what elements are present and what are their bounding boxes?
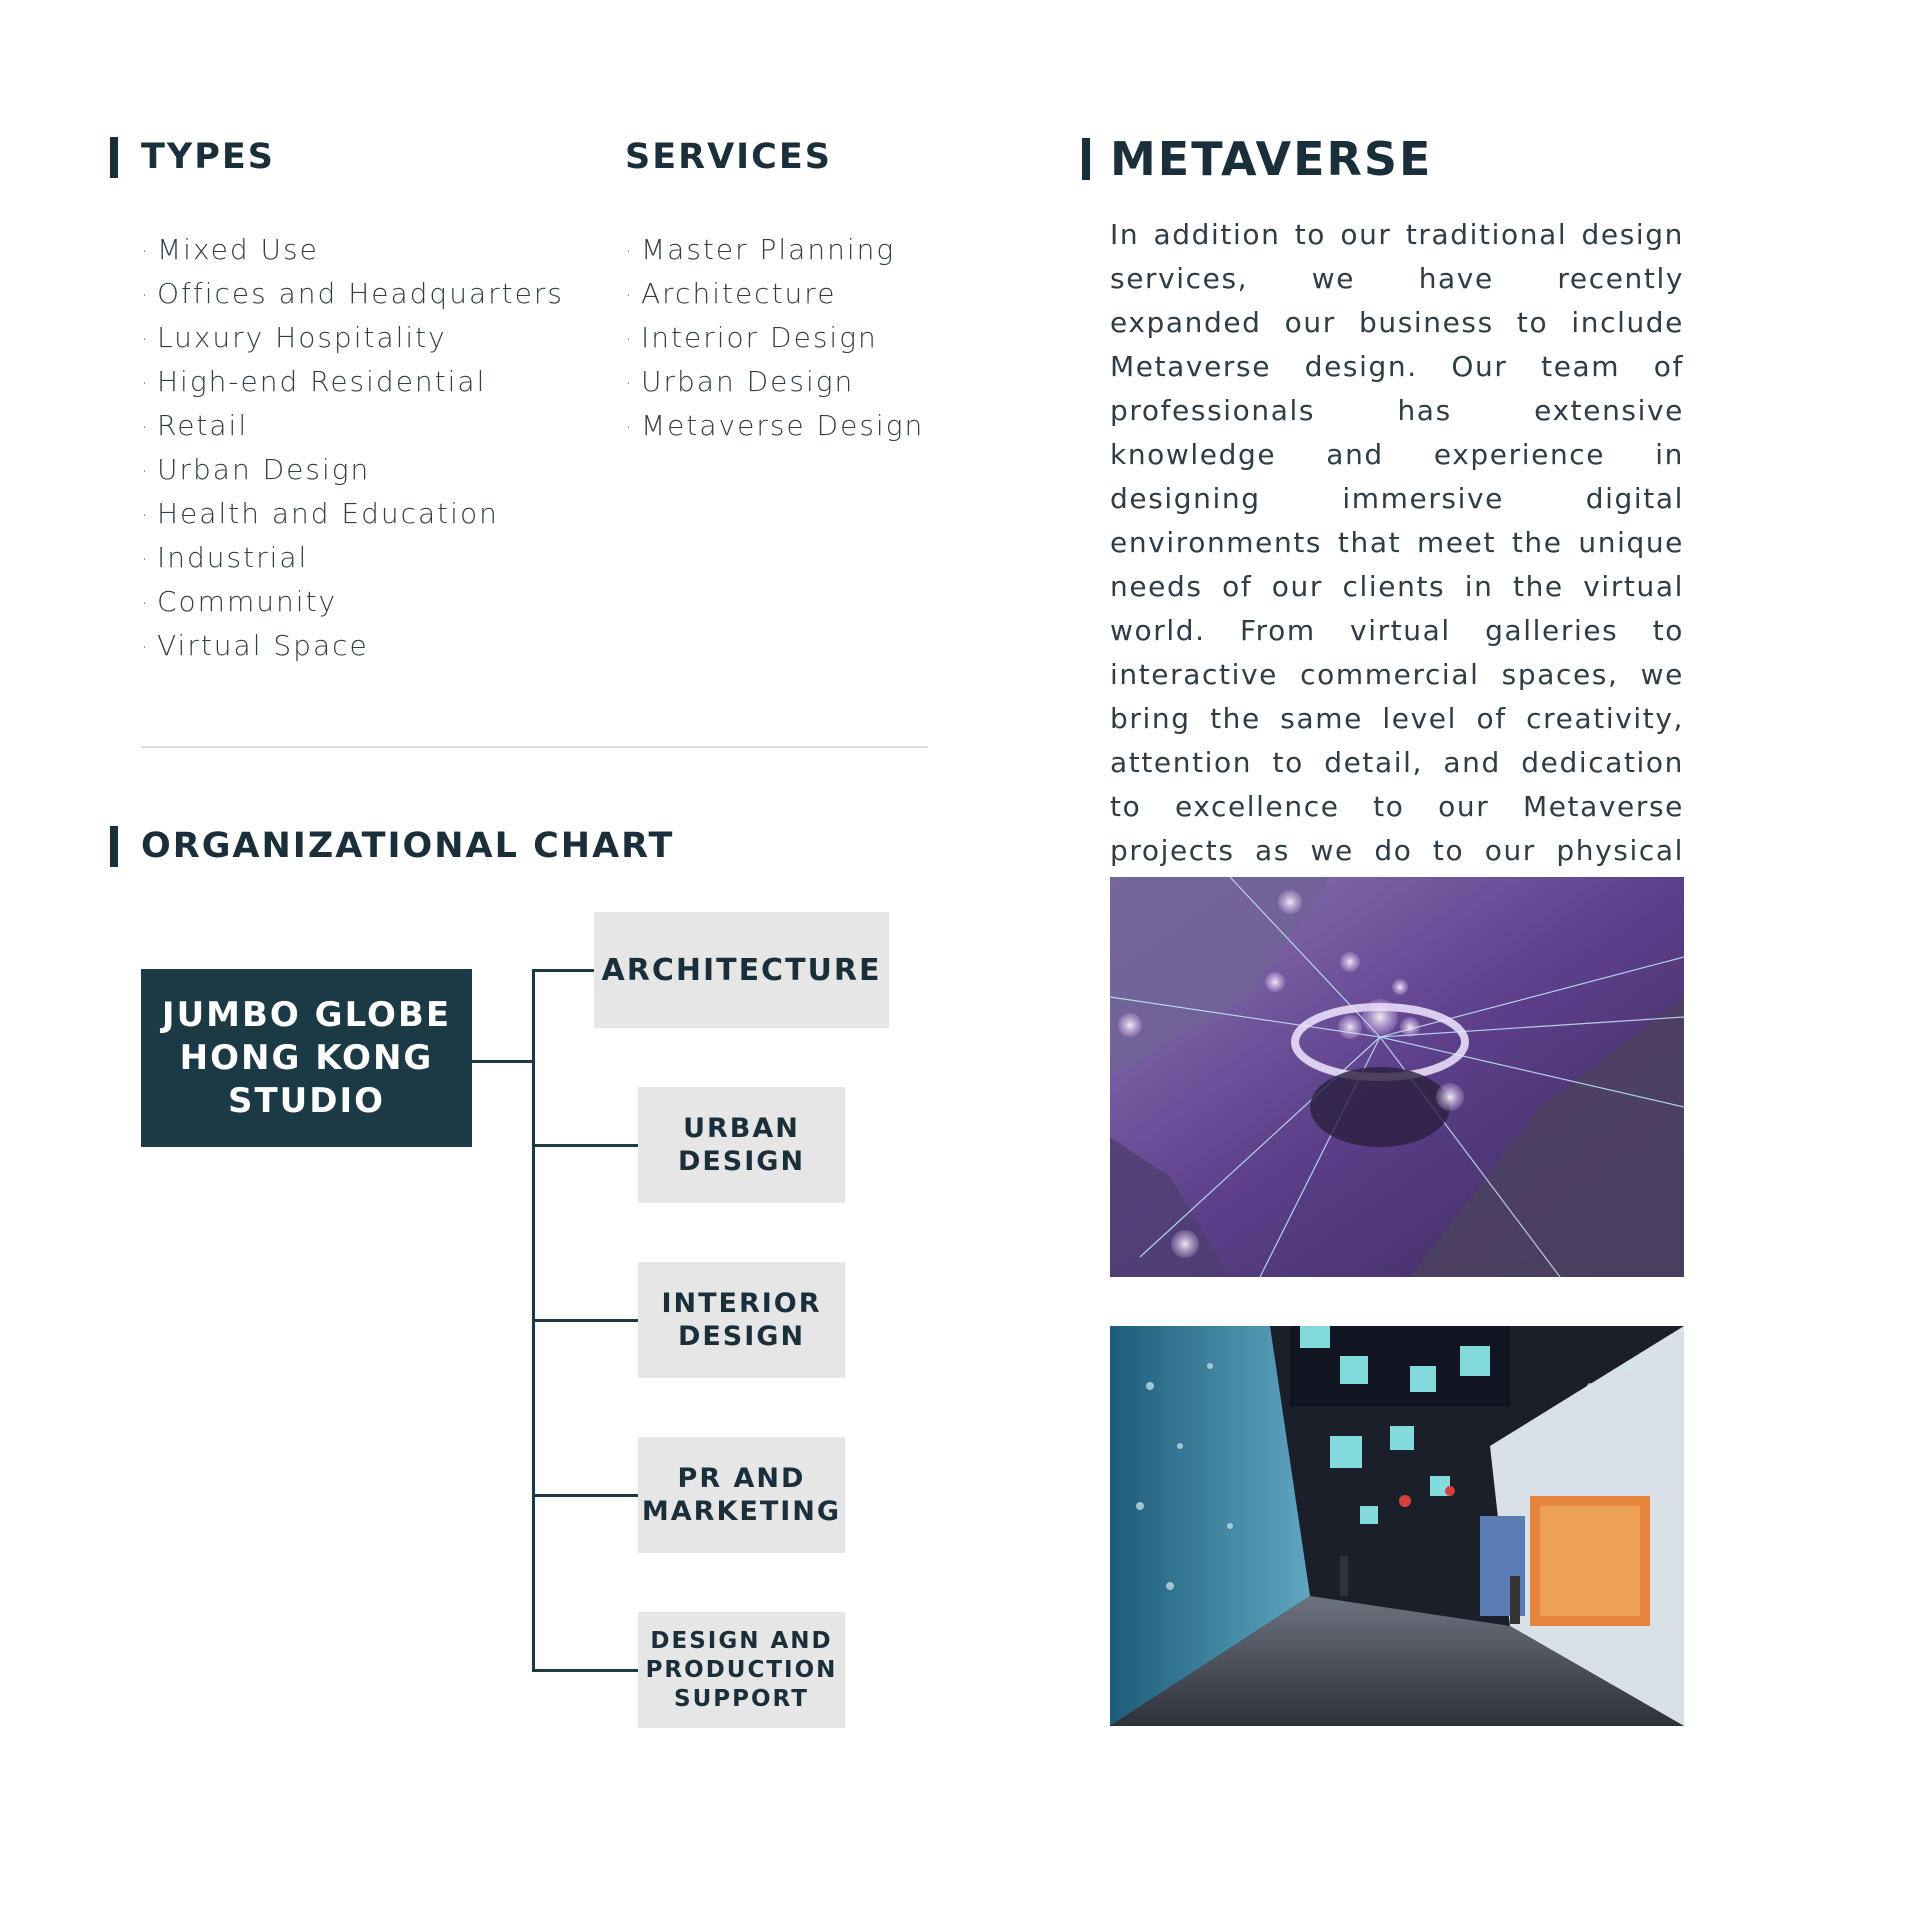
list-item: · Offices and Headquarters (141, 277, 564, 310)
list-item: · Master Planning (625, 233, 896, 266)
list-item: · Luxury Hospitality (141, 321, 447, 354)
org-node-architecture: ARCHITECTURE (594, 912, 889, 1028)
metaverse-paragraph: In addition to our traditional design services, we have recently expanded our business to include Metaverse design. Our team of professionals has extensive knowledge and experience in designing immersive digital environments that meet the unique needs of our clients in the virtual world. From virtual galleries to interactive commercial spaces, we bring the same level of creativity, attention to detail, and dedication to excellence to our Metaverse projects as we do to our physical (1110, 218, 1684, 867)
org-chart-heading: ORGANIZATIONAL CHART (141, 826, 675, 866)
org-connector-branch (532, 1669, 638, 1672)
list-item: · Community (141, 585, 338, 618)
metaverse-interior-image (1110, 1326, 1684, 1726)
services-heading: SERVICES (625, 137, 832, 177)
org-node-design-production-support: DESIGN AND PRODUCTION SUPPORT (638, 1612, 845, 1728)
list-item: · Retail (141, 409, 249, 442)
types-heading: TYPES (141, 137, 275, 177)
types-list (141, 228, 564, 668)
list-item: · Metaverse Design (625, 409, 925, 442)
metaverse-heading: METAVERSE (1110, 132, 1433, 186)
list-item: · High-end Residential (141, 365, 487, 398)
org-connector-root (472, 1060, 534, 1063)
types-heading-bar (110, 137, 118, 178)
services-list (625, 228, 924, 448)
list-item: · Health and Education (141, 497, 499, 530)
org-node-interior-design: INTERIOR DESIGN (638, 1262, 845, 1378)
list-item: · Interior Design (625, 321, 878, 354)
list-item: · Urban Design (141, 453, 371, 486)
org-connector-branch (532, 1144, 638, 1147)
list-item: · Urban Design (625, 365, 855, 398)
org-connector-branch (532, 1494, 638, 1497)
org-root-node: JUMBO GLOBE HONG KONG STUDIO (141, 969, 472, 1147)
list-item: · Industrial (141, 541, 309, 574)
org-chart-heading-bar (110, 826, 118, 867)
metaverse-aerial-image (1110, 877, 1684, 1277)
list-item: · Architecture (625, 277, 837, 310)
org-node-urban-design: URBAN DESIGN (638, 1087, 845, 1203)
org-node-pr-marketing: PR AND MARKETING (638, 1437, 845, 1553)
metaverse-heading-bar (1082, 138, 1090, 180)
org-connector-branch (532, 1319, 638, 1322)
list-item: · Virtual Space (141, 629, 369, 662)
list-item: · Mixed Use (141, 233, 319, 266)
section-divider (141, 746, 928, 748)
org-connector-branch (532, 969, 594, 972)
